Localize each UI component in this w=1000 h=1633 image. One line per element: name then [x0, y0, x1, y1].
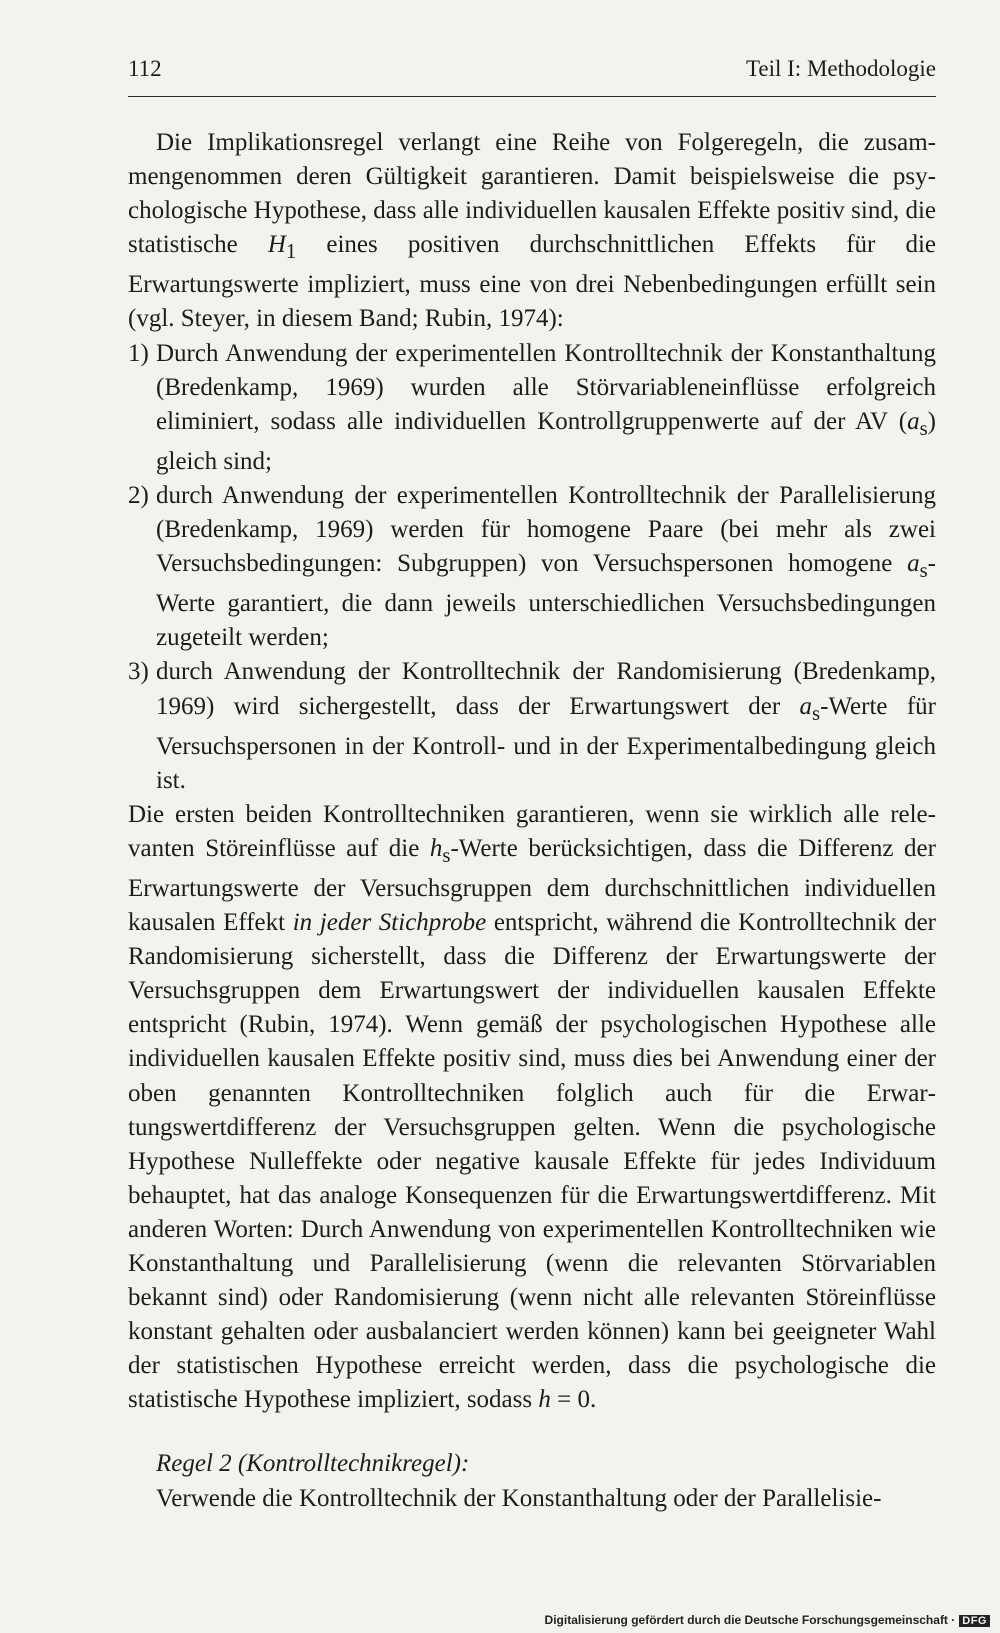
rule-text: Verwende die Kontrolltechnik der Konstanthaltung oder der Parallelisie-	[156, 1484, 882, 1512]
page-header	[128, 56, 936, 97]
intro-paragraph: Die Implikationsregel verlangt eine Reihe von Folgeregeln, die zusammengenommen deren Gültigkeit garantieren. Damit beispielsweise die psychologische Hypothese, dass alle individuellen kausalen Effekte positiv sind, die statistische $H_1$ eines positiven durchschnittlichen Effekts für die Erwartungswerte impliziert, muss eine von drei Nebenbedingungen erfüllt sein (vgl. Steyer, in diesem Band; Rubin, 1974):	[128, 129, 936, 333]
condition-3: 3) durch Anwendung der Kontrolltechnik der Randomisierung (Bredenkamp, 1969) wird sichergestellt, dass der Erwartungswert der $a_s$-Werte für Versuchspersonen in der Kontroll- und in der Experimentalbedingung gleich ist.	[128, 655, 936, 797]
condition-list	[128, 337, 936, 798]
body-text	[128, 126, 936, 1516]
condition-1: 1) Durch Anwendung der experimentellen Kontrolltechnik der Konstanthaltung (Bredenkamp, 1969) wurden alle Störvariableneinflüsse erfolgreich eliminiert, sodass alle individuellen Kontrollgruppenwerte auf der AV $(a_s)$ gleich sind;	[128, 337, 936, 479]
rule-block	[128, 1447, 936, 1515]
dfg-logo: DFG	[959, 1615, 990, 1627]
condition-2-number: 2)	[128, 481, 149, 509]
main-paragraph: Die ersten beiden Kontrolltechniken garantieren, wenn sie wirklich alle relevanten Störeinflüsse auf die $h_s$-Werte berücksichtigen, dass die Differenz der Erwartungswerte der Versuchsgruppen dem durchschnittlichen individuellen kausalen Effekt in jeder Stichprobe entspricht, während die Kontrolltechnik der Randomisierung sicherstellt, dass die Differenz der Erwartungswerte der Versuchsgruppen dem Erwartungswert der individuellen kausalen Effekte entspricht (Rubin, 1974). Wenn gemäß der psychologischen Hypothese alle individuellen kausalen Effekte positiv sind, muss dies bei Anwendung einer der oben genannten Kontrolltechniken folglich auch für die Erwartungswertdifferenz der Versuchsgruppen gelten. Wenn die psychologische Hypothese Nulleffekte oder negative kausale Effekte für jedes Individuum behauptet, hat das analoge Konsequenzen für die Erwartungswertdifferenz. Mit anderen Worten: Durch Anwendung von experimentellen Kontrolltechniken wie Konstanthaltung und Parallelisierung (wenn die relevanten Störvariablen bekannt sind) oder Randomisierung (wenn nicht alle relevanten Störeinflüsse konstant gehalten oder ausbalanciert werden können) kann bei geeigneter Wahl der statistischen Hypothese erreicht werden, dass die psychologische die statistische Hypothese impliziert, sodass h = 0.	[128, 800, 936, 1414]
condition-1-number: 1)	[128, 339, 149, 367]
page-number: 112	[128, 56, 162, 81]
running-head: Teil I: Methodologie	[745, 56, 936, 81]
emphasis: in jeder Stichprobe	[292, 909, 487, 937]
digitization-footer	[545, 1613, 990, 1627]
condition-2: 2) durch Anwendung der experimentellen Kontrolltechnik der Parallelisierung (Bredenkamp, 1969) werden für homogene Paare (bei mehr als zwei Versuchsbedingungen: Subgruppen) von Versuchspersonen homogene $a_s$-Werte garantiert, die dann jeweils unterschiedlichen Versuchsbedingungen zugeteilt werden;	[128, 479, 936, 655]
rule-title: Regel 2 (Kontrolltechnikregel):	[156, 1450, 470, 1478]
footer-text: Digitalisierung gefördert durch die Deutsche Forschungsgemeinschaft ·	[544, 1613, 956, 1627]
condition-3-number: 3)	[128, 658, 149, 686]
